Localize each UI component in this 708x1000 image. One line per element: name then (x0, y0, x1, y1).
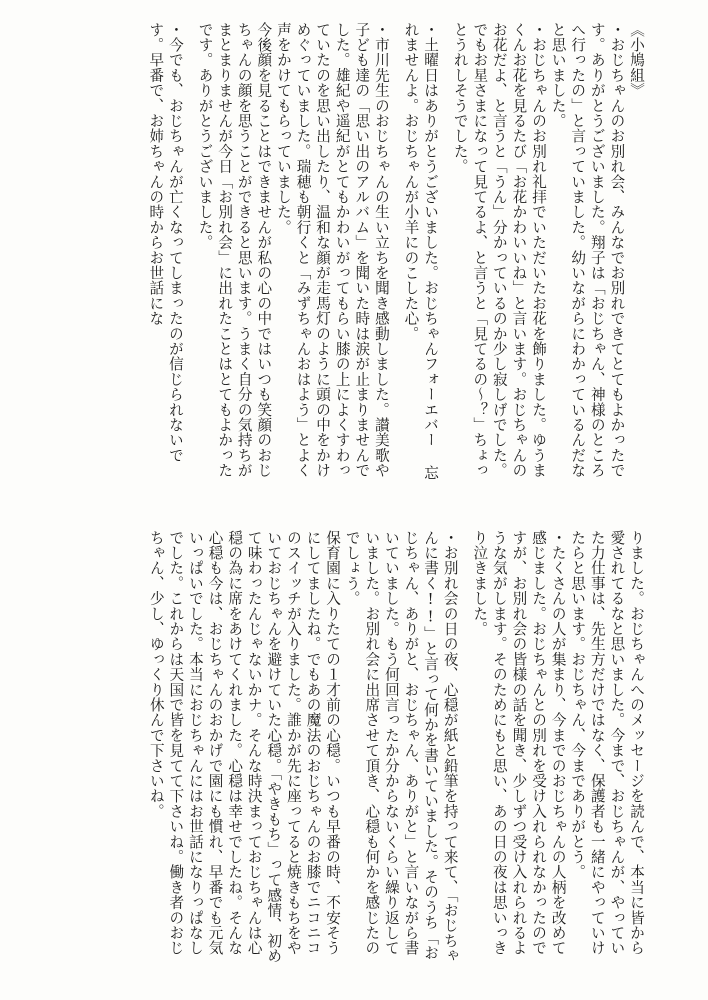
message-paragraph: ・市川先生のおじちゃんの生い立ちを聞き感動しました。讃美歌や子ども達の「思い出のアルバム」を聞いた時は涙が止まりませんでした。雄紀や遥紀がとてもかわいがってもらい膝の上によくすわっていたのを思い出したり、温和な顔が走馬灯のように頭の中をかけめぐっていました。瑞穂も朝行くと「みずちゃんおはよう」とよく声をかけてもらっていました。 (274, 22, 390, 478)
message-entry-continued (568, 530, 646, 970)
upper-half-text (46, 22, 646, 484)
message-entry-7 (146, 530, 460, 970)
message-paragraph: ・おじちゃんのお別れ会、みんなでお別れできてとてもよかったです。ありがとうございました。翔子は「おじちゃん、神様のところへ行ったの」と言っていました。幼いながらにわかっているんだなと思いました。 (549, 22, 626, 478)
message-paragraph: ・おじちゃんのお別れ礼拝でいただいたお花を飾りました。ゆうまくんお花を見るたび「お花かわいいね」と言います。おじちゃんのお花だよ、と言うと「うん」分かっているのか少し寂しげでした。でもお星さまになって見てるよ、と言うと「見てるの～？」ちょっとうれしそうでした。 (451, 22, 548, 478)
message-entry-3 (401, 22, 440, 484)
message-paragraph: 今後顔を見ることはできませんが私の心の中ではいつも笑顔のおじちゃんの顔を思うことができると思います。うまく自分の気持ちがまとまりませんが今日「お別れ会」に出れたことはとてもよかったです。ありがとうございました。 (196, 22, 273, 478)
message-paragraph: ・たくさんの人が集まり、今までのおじちゃんの人柄を改めて感じました。おじちゃんとの別れを受け入れられなかったのですが、お別れ会の皆様の話を聞き、少しずつ受け入れられるような気がします。そのためにもと思い、あの日の夜は思いっきり泣きました。 (471, 530, 567, 956)
lower-half-text (46, 530, 646, 970)
message-paragraph: 保育園に入りたての１才前の心穏。いつも早番の時、不安そうにしてましたね。でもあの魔法のおじちゃんのお膝でニコニコのスイッチが入りました。誰かが先に座ってると焼きもちをやいておじちゃんを避けていた心穏。「やきもち」って感情、初めて味わったんじゃないかナ。そんな時決まっておじちゃんは心穏の為に席をあけてくれました。心穏は幸せでしたね。そんな心穏も今は、おじちゃんのおかげで園にも慣れ、早番でも元気いっぱいでした。本当におじちゃんにはお世話になりっぱなしでした。これからは天国で皆を見てて下さいね。働き者のおじちゃん、少し、ゆっくり休んで下さいね。 (147, 530, 342, 964)
message-entry-5 (146, 22, 185, 484)
message-paragraph: りました。おじちゃんへのメッセージを読んで、本当に皆から愛されてるなと思いました。今まで、おじちゃんが、やっていた力仕事は、先生方だけではなく、保護者も一緒にやっていけたらと思います。おじちゃん、今までありがとう。 (569, 530, 645, 956)
message-entry-2 (450, 22, 548, 484)
message-paragraph: ・今でも、おじちゃんが亡くなってしまったのが信じられないです。早番で、お姉ちゃんの時からお世話にな (147, 22, 184, 463)
section-heading: 《小鳩組》 (628, 22, 645, 98)
message-paragraph: ・土曜日はありがとうございました。おじちゃんフォーエバー 忘れませんよ。おじちゃんが小羊にのこした心。 (402, 22, 440, 481)
message-entry-4 (195, 22, 391, 484)
message-entry-6 (470, 530, 568, 970)
message-paragraph: ・お別れ会の日の夜、心穏が紙と鉛筆を持って来て、「おじちゃんに書く!!」と言って何かを書いていました。そのうち「おじちゃん、ありがと、おじちゃん、ありがと」と言いながら書いていました。もう何回言ったか分からないくらい繰り返していました。お別れ会に出席させて頂き、心穏も何かを感じたのでしょう。 (343, 530, 459, 964)
message-entry-1 (548, 22, 626, 484)
